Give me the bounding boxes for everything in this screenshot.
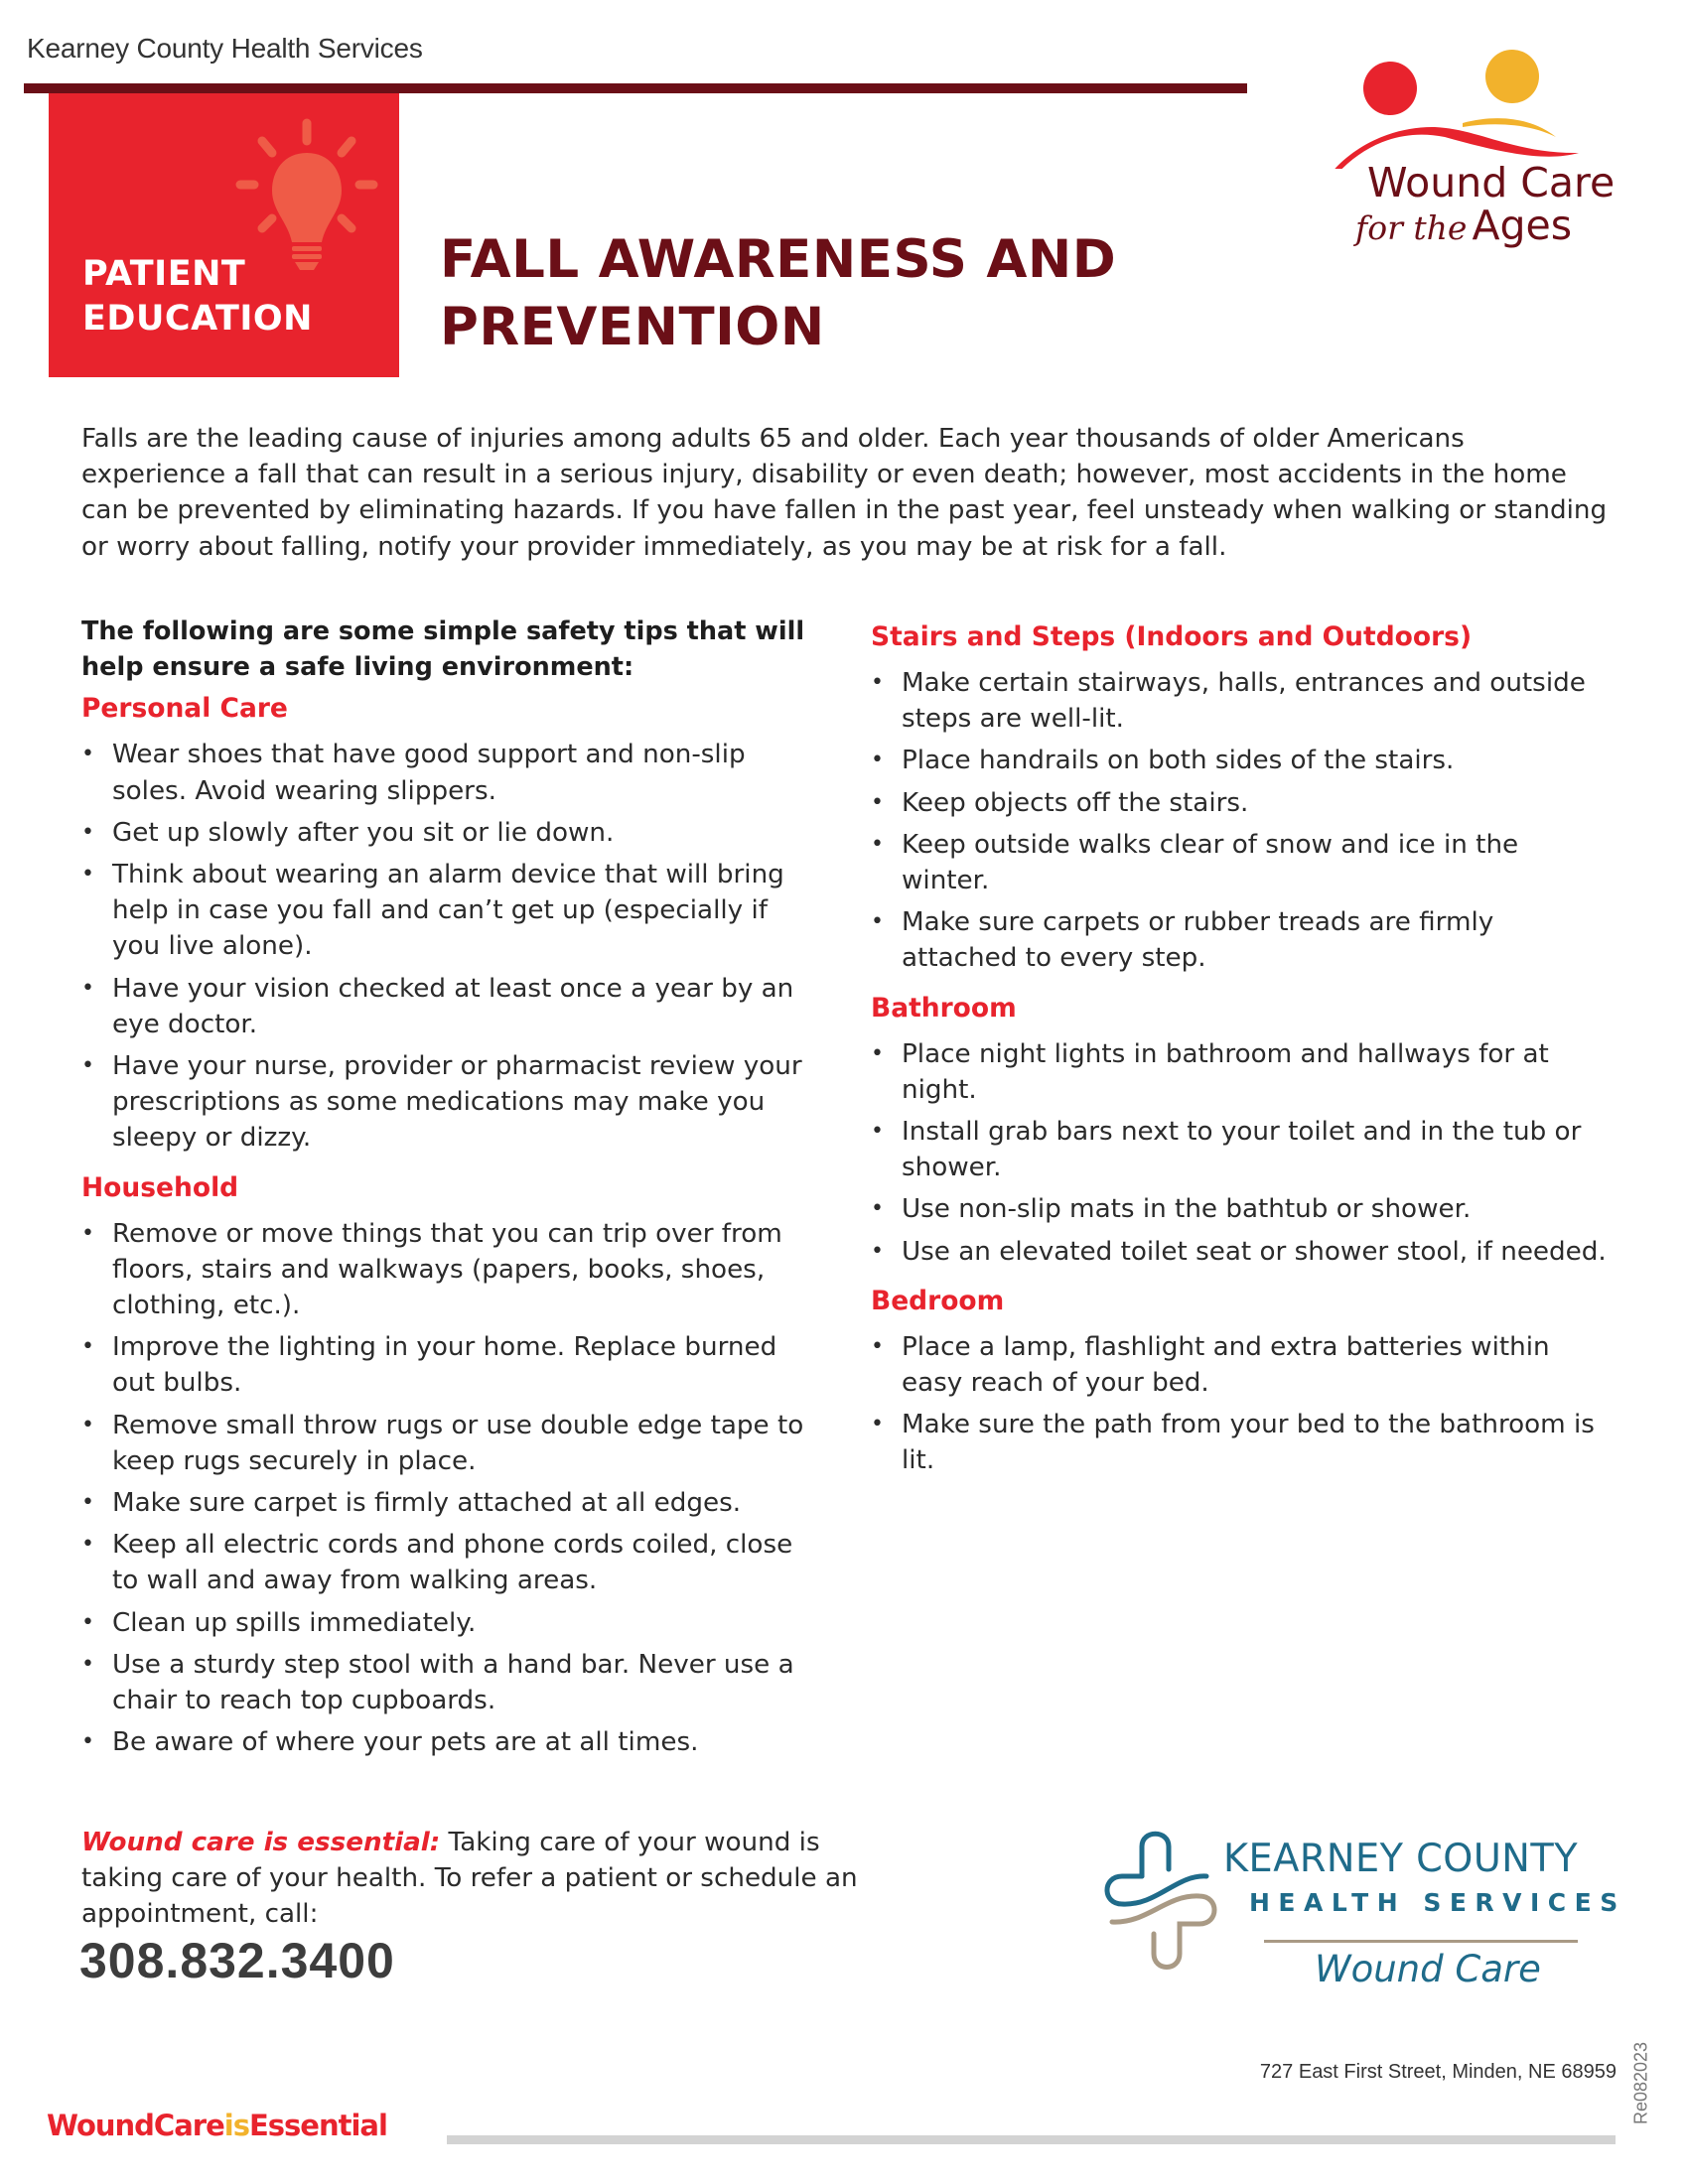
kchs-logo-rule — [1264, 1940, 1578, 1943]
cta-emphasis: Wound care is essential: — [81, 1828, 441, 1857]
logo-figures-icon — [1296, 40, 1653, 169]
section-list — [81, 1216, 821, 1761]
patient-education-banner — [49, 93, 399, 377]
left-sections — [81, 691, 821, 1760]
list-item: • Make sure carpets or rubber treads are firmly attached to every step. — [871, 904, 1611, 976]
list-item: • Improve the lighting in your home. Replace burned out bulbs. — [81, 1329, 821, 1401]
section-list — [81, 737, 821, 1156]
list-item: • Have your nurse, provider or pharmacist review your prescriptions as some medications may make you sleepy or dizzy. — [81, 1048, 821, 1157]
cta-text: Taking care of your wound is taking care of your health. To refer a patient or schedule an appointment, call: — [81, 1828, 858, 1930]
list-item: • Keep all electric cords and phone cords coiled, close to wall and away from walking areas. — [81, 1527, 821, 1598]
page-title-line2: PREVENTION — [440, 297, 825, 357]
right-sections — [871, 619, 1611, 1479]
list-item: • Get up slowly after you sit or lie down. — [81, 815, 821, 851]
list-item: • Use an elevated toilet seat or shower stool, if needed. — [871, 1234, 1611, 1270]
list-item: • Make sure carpet is firmly attached at all edges. — [81, 1485, 821, 1521]
call-to-action — [81, 1825, 876, 1933]
banner-label-line1: PATIENT — [82, 254, 246, 294]
tagline-part2: is — [223, 2109, 249, 2142]
cross-logo-icon — [1082, 1825, 1221, 2003]
section-heading: Stairs and Steps (Indoors and Outdoors) — [871, 621, 1473, 652]
list-item: • Place night lights in bathroom and hallways for at night. — [871, 1036, 1611, 1108]
tips-lead: The following are some simple safety tips that will help ensure a safe living environment: — [81, 616, 805, 683]
list-item: • Use non-slip mats in the bathtub or shower. — [871, 1191, 1611, 1227]
logo-ages-text: Ages — [1472, 202, 1573, 249]
list-item: • Make certain stairways, halls, entrances and outside steps are well-lit. — [871, 665, 1611, 737]
phone-number[interactable]: 308.832.3400 — [79, 1933, 395, 1988]
right-column — [871, 614, 1611, 1485]
wound-care-for-the-ages-logo — [1296, 40, 1653, 268]
list-item: • Remove small throw rugs or use double edge tape to keep rugs securely in place. — [81, 1408, 821, 1479]
banner-label — [82, 252, 313, 341]
list-item: • Clean up spills immediately. — [81, 1605, 821, 1641]
page-title — [440, 226, 1116, 361]
list-item: • Be aware of where your pets are at all times. — [81, 1724, 821, 1760]
section-list — [871, 1329, 1611, 1479]
list-item: • Have your vision checked at least once a year by an eye doctor. — [81, 971, 821, 1042]
section-heading: Household — [81, 1171, 239, 1203]
section-heading: Bedroom — [871, 1285, 1005, 1316]
section-heading: Bathroom — [871, 992, 1017, 1024]
list-item: • Make sure the path from your bed to the bathroom is lit. — [871, 1407, 1611, 1478]
kchs-logo-line2: HEALTH SERVICES — [1249, 1888, 1626, 1917]
section-list — [871, 1036, 1611, 1270]
page-title-line1: FALL AWARENESS AND — [440, 229, 1117, 290]
list-item: • Use a sturdy step stool with a hand bar. Never use a chair to reach top cupboards. — [81, 1647, 821, 1718]
section-heading: Personal Care — [81, 693, 288, 725]
kchs-logo-line3: Wound Care — [1315, 1948, 1541, 1990]
banner-label-line2: EDUCATION — [82, 299, 313, 339]
kchs-logo-line1: KEARNEY COUNTY — [1223, 1837, 1579, 1881]
list-item: • Think about wearing an alarm device that will bring help in case you fall and can’t get up (especially if you live alone). — [81, 857, 821, 965]
list-item: • Keep outside walks clear of snow and ice in the winter. — [871, 827, 1611, 898]
organization-header: Kearney County Health Services — [27, 33, 423, 64]
list-item: • Keep objects off the stairs. — [871, 785, 1611, 821]
logo-text-line1: Wound Care — [1367, 159, 1616, 206]
logo-script-text: for the — [1355, 208, 1468, 247]
logo-text-line2 — [1355, 202, 1572, 249]
list-item: • Install grab bars next to your toilet and in the tub or shower. — [871, 1114, 1611, 1185]
tagline-part3: Essential — [248, 2109, 387, 2142]
footer-divider — [447, 2135, 1616, 2144]
address: 727 East First Street, Minden, NE 68959 — [1259, 2061, 1617, 2083]
section-list — [871, 665, 1611, 977]
list-item: • Place a lamp, flashlight and extra batteries within easy reach of your bed. — [871, 1329, 1611, 1401]
revision-code: Re082023 — [1630, 2041, 1651, 2125]
kearney-county-logo — [1082, 1825, 1638, 2003]
wound-care-is-essential-tagline — [47, 2109, 387, 2142]
intro-paragraph: Falls are the leading cause of injuries among adults 65 and older. Each year thousands of older Americans experience a fall that can result in a serious injury, disability or even death; however, most accidents in the home can be prevented by eliminating hazards. If you have fallen in the past year, feel unsteady when walking or standing or worry about falling, notify your provider immediately, as you may be at risk for a fall. — [81, 424, 1608, 562]
list-item: • Remove or move things that you can trip over from floors, stairs and walkways (papers, books, shoes, clothing, etc.). — [81, 1216, 821, 1324]
left-column — [81, 614, 821, 1766]
tagline-part1: WoundCare — [47, 2109, 224, 2142]
list-item: • Place handrails on both sides of the stairs. — [871, 743, 1611, 778]
header-divider — [24, 83, 1247, 93]
lightbulb-icon — [232, 113, 381, 272]
list-item: • Wear shoes that have good support and non-slip soles. Avoid wearing slippers. — [81, 737, 821, 808]
